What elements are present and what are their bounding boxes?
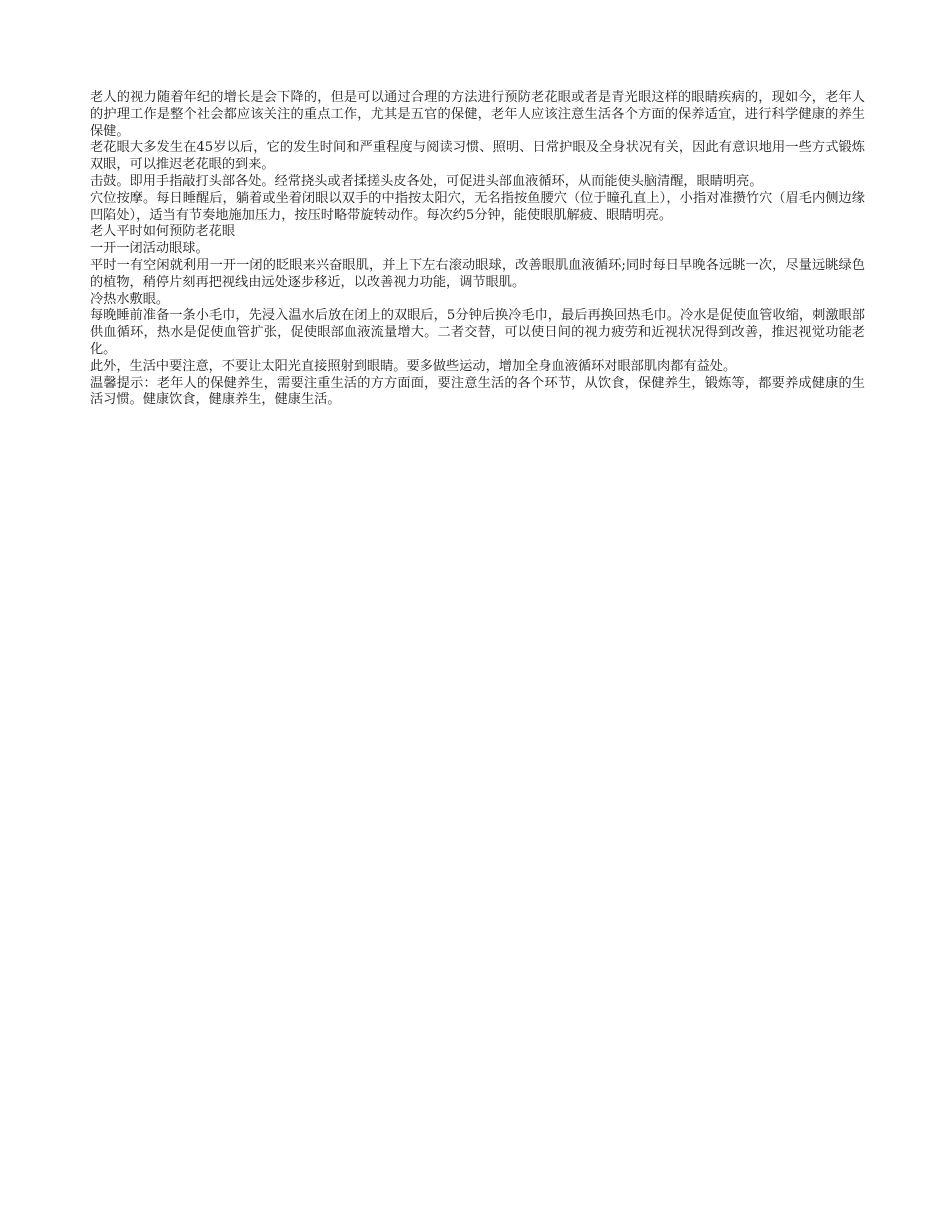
paragraph-compress-title: 冷热水敷眼。 xyxy=(90,291,170,307)
paragraph-presbyopia-onset: 老花眼大多发生在45岁以后，它的发生时间和严重程度与阅读习惯、照明、日常护眼及全身状况有关，因此有意识地用一些方式锻炼双眼，可以推迟老花眼的到来。 xyxy=(90,140,865,173)
paragraph-compress: 每晚睡前准备一条小毛巾，先浸入温水后放在闭上的双眼后，5分钟后换冷毛巾，最后再换回热毛巾。冷水是促使血管收缩，刺激眼部供血循环，热水是促使血管扩张，促使眼部血液流量增大。二者交替，可以使日间的视力疲劳和近视状况得到改善，推迟视觉功能老化。 xyxy=(90,308,865,357)
section-heading-prevention: 老人平时如何预防老花眼 xyxy=(90,224,236,240)
paragraph-eye-exercise-title: 一开一闭活动眼球。 xyxy=(90,241,209,257)
paragraph-acupoint-massage: 穴位按摩。每日睡醒后，躺着或坐着闭眼以双手的中指按太阳穴，无名指按鱼腰穴（位于瞳孔直上），小指对准攒竹穴（眉毛内侧边缘凹陷处），适当有节奏地施加压力，按压时略带旋转动作。每次约5分钟，能使眼肌解疲、眼睛明亮。 xyxy=(90,190,865,223)
document-page xyxy=(90,90,865,409)
paragraph-tip: 温馨提示：老年人的保健养生，需要注重生活的方方面面，要注意生活的各个环节，从饮食，保健养生，锻炼等，都要养成健康的生活习惯。健康饮食，健康养生，健康生活。 xyxy=(90,375,865,408)
paragraph-eye-exercise: 平时一有空闲就利用一开一闭的眨眼来兴奋眼肌，并上下左右滚动眼球，改善眼肌血液循环;同时每日早晚各远眺一次，尽量远眺绿色的植物，稍停片刻再把视线由远处逐步移近，以改善视力功能，调节眼肌。 xyxy=(90,257,865,290)
paragraph-sunlight: 此外，生活中要注意，不要让太阳光直接照射到眼睛。要多做些运动，增加全身血液循环对眼部肌肉都有益处。 xyxy=(90,358,737,374)
paragraph-drumming: 击鼓。即用手指敲打头部各处。经常挠头或者揉搓头皮各处，可促进头部血液循环，从而能使头脑清醒，眼睛明亮。 xyxy=(90,173,763,189)
paragraph-intro: 老人的视力随着年纪的增长是会下降的，但是可以通过合理的方法进行预防老花眼或者是青光眼这样的眼睛疾病的，现如今，老年人的护理工作是整个社会都应该关注的重点工作，尤其是五官的保健，老年人应该注意生活各个方面的保养适宜，进行科学健康的养生保健。 xyxy=(90,90,865,139)
